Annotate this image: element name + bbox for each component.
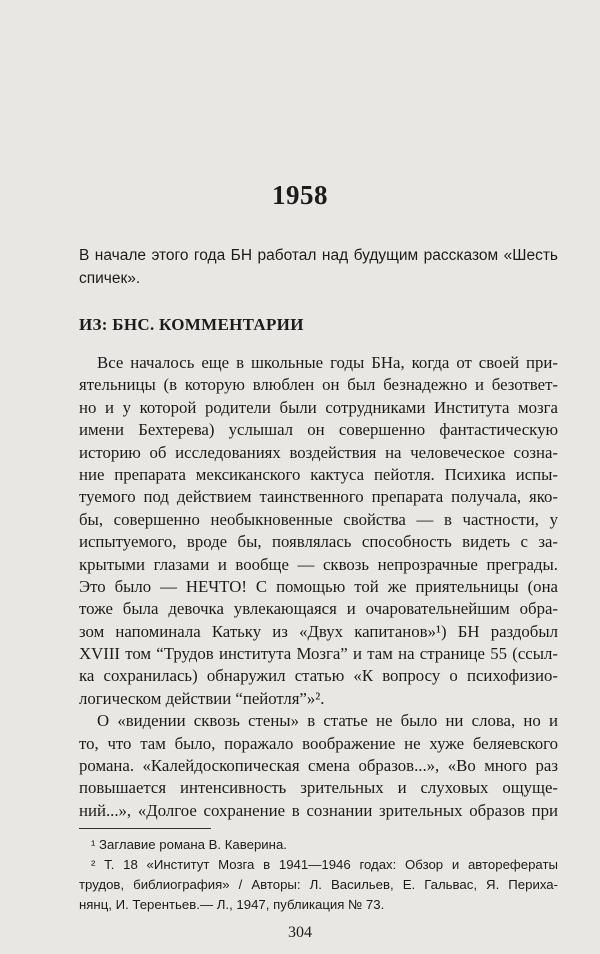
footnote-line: трудов, библиография» / Авторы: Л. Васильев, Е. Гальвас, Я. Периха-	[79, 877, 558, 892]
footnote-divider	[79, 828, 211, 829]
body-line: Все началось еще в школьные годы БНа, когда от своей при-	[97, 353, 558, 372]
body-line: Это было — НЕЧТО! С помощью той же приятельницы (она	[79, 576, 558, 596]
intro-paragraph: В начале этого года БН работал над будущим рассказом «Шесть спичек».	[79, 247, 558, 287]
footnote-line: ² Т. 18 «Институт Мозга в 1941—1946 годах: Обзор и авторефераты	[91, 857, 558, 872]
body-line: повышается интенсивность зрительных и слуховых ощуще-	[79, 778, 558, 798]
body-line: туемого под действием таинственного препарата получала, яко-	[79, 487, 558, 507]
body-line: имени Бехтерева) услышал он совершенно фантастическую	[79, 420, 558, 440]
body-line: ятельницы (в которую влюблен он был безнадежно и безответ-	[79, 375, 558, 395]
body-line: логическом действии “пейотля”»².	[79, 688, 325, 708]
chapter-year-heading: 1958	[272, 180, 328, 210]
body-line: ний...», «Долгое сохранение в сознании зрительных образов при	[79, 800, 558, 820]
body-line: романа. «Калейдоскопическая смена образов...», «Во много раз	[79, 756, 558, 776]
footnote-line: нянц, И. Терентьев.— Л., 1947, публикация № 73.	[79, 897, 385, 912]
body-line: тоже была девочка увлекающаяся и очаровательнейшим обра-	[79, 599, 558, 619]
body-line: но и у которой родители были сотрудниками Института мозга	[79, 397, 558, 417]
footnote-1	[79, 835, 558, 855]
body-line: ние препарата мексиканского кактуса пейотля. Психика испы-	[79, 464, 558, 484]
body-line: XVIII том “Трудов института Мозга” и там на странице 55 (ссыл-	[79, 644, 558, 664]
body-line: О «видении сквозь стены» в статье не было ни слова, но и	[97, 711, 558, 731]
body-line: зом напоминала Катьку из «Двух капитанов»¹) БН раздобыл	[79, 621, 558, 641]
body-line: историю об исследованиях воздействия на человеческое созна-	[79, 442, 558, 462]
body-line: крытыми глазами и вообще — сквозь непрозрачные преграды.	[79, 554, 558, 574]
body-text	[79, 352, 558, 822]
body-line: ка сохранилась) обнаружил статью «К вопросу о психофизио-	[79, 666, 558, 686]
page-number: 304	[288, 924, 312, 941]
body-line: бы, совершенно необыкновенные свойства — в частности, у	[79, 509, 558, 529]
footnote-2	[79, 855, 558, 915]
footnote-line: ¹ Заглавие романа В. Каверина.	[91, 837, 287, 852]
body-line: испытуемого, вроде бы, появлялась способность видеть с за-	[79, 532, 558, 552]
section-heading: ИЗ: БНС. КОММЕНТАРИИ	[79, 315, 304, 334]
body-line: то, что там было, поражало воображение не хуже беляевского	[79, 733, 558, 753]
footnotes	[79, 835, 558, 915]
